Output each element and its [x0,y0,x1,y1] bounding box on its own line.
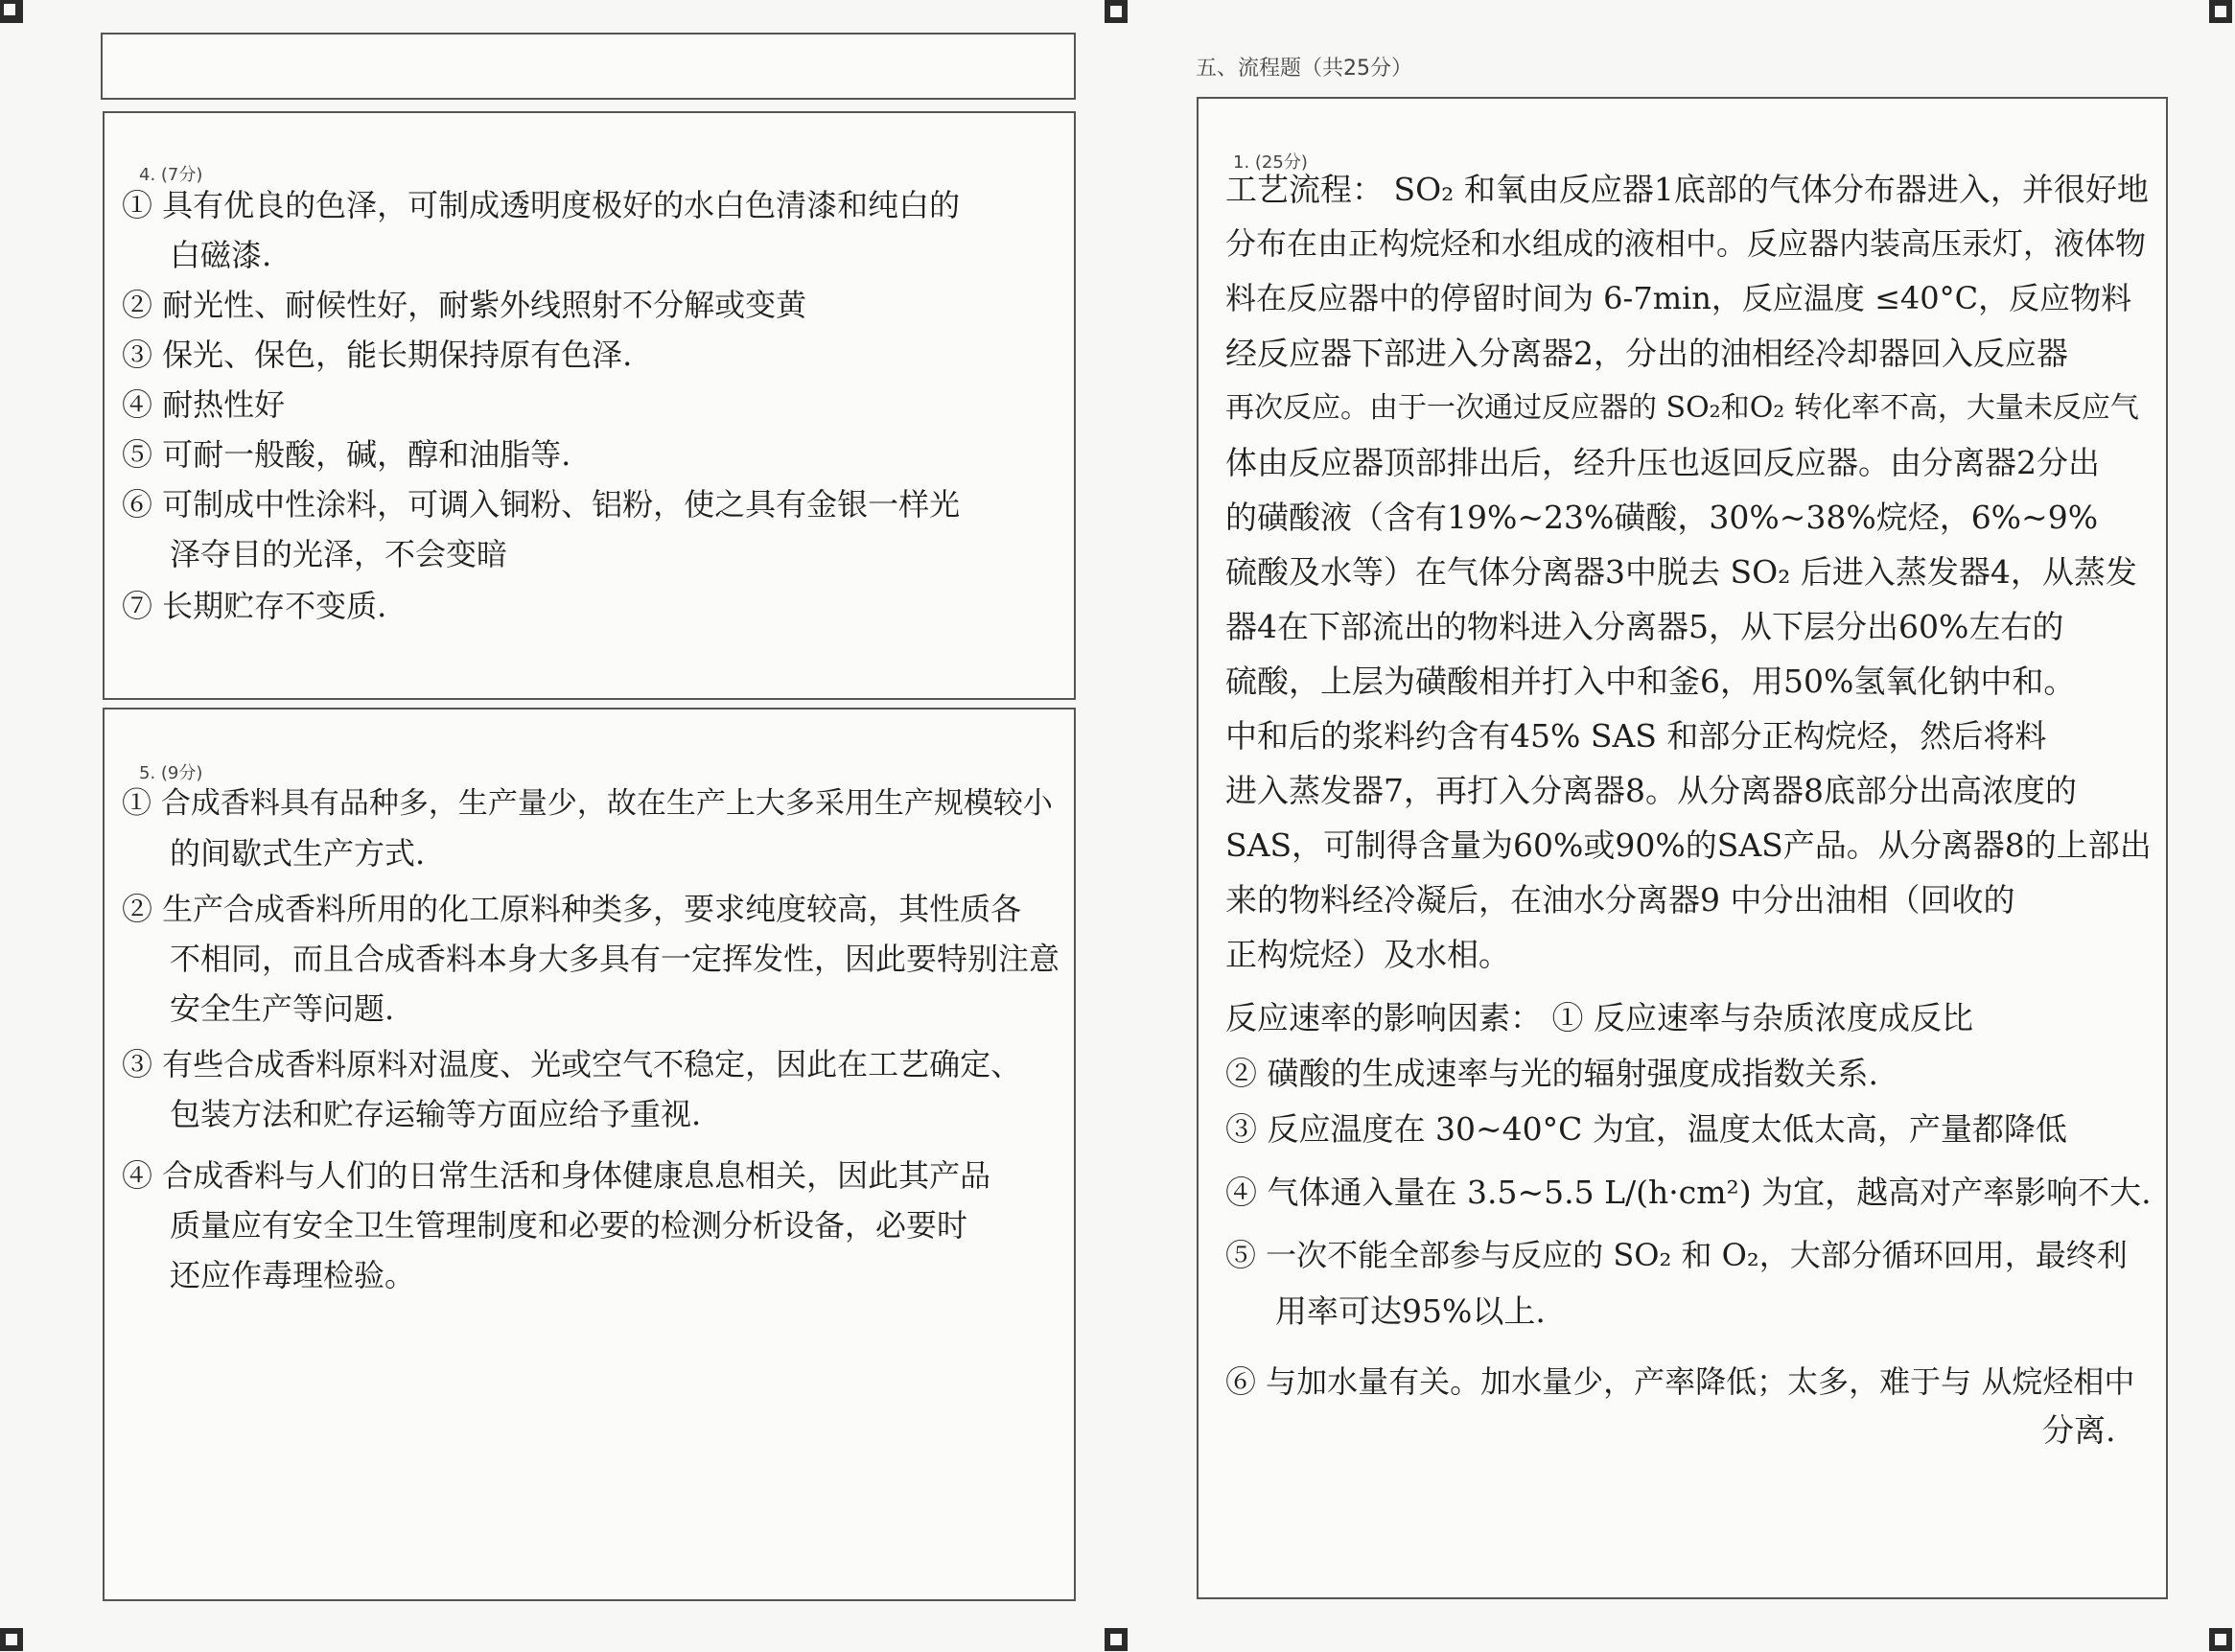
answer-line: ③ 有些合成香料原料对温度、光或空气不稳定，因此在工艺确定、 [122,1046,1022,1082]
process-line: SAS，可制得含量为60%或90%的SAS产品。从分离器8的上部出 [1225,826,2152,864]
factor-line: ③ 反应温度在 30~40°C 为宜，温度太低太高，产量都降低 [1225,1110,2067,1148]
answer-line: ② 耐光性、耐候性好，耐紫外线照射不分解或变黄 [122,287,807,323]
question-label-q5: 5. (9分) [139,763,203,783]
answer-line: 不相同，而且合成香料本身大多具有一定挥发性，因此要特别注意 [170,941,1060,977]
answer-line: ④ 耐热性好 [122,386,286,423]
process-line: 进入蒸发器7，再打入分离器8。从分离器8底部分出高浓度的 [1225,772,2077,809]
corner-marker-bottom-center [1105,1628,1128,1651]
question-label-q4: 4. (7分) [139,165,203,185]
answer-box-q4 [103,111,1076,700]
answer-line: ③ 保光、保色，能长期保持原有色泽. [122,337,633,373]
answer-line: ⑤ 可耐一般酸，碱，醇和油脂等. [122,436,571,473]
corner-marker-bottom-right [2209,1628,2232,1651]
corner-marker-top-right [2209,0,2232,23]
factor-line: ④ 气体通入量在 3.5~5.5 L/(h·cm²) 为宜，越高对产率影响不大. [1225,1174,2152,1211]
answer-line: ② 生产合成香料所用的化工原料种类多，要求纯度较高，其性质各 [122,891,1022,927]
header-blank-box [101,33,1076,100]
factor-line: 反应速率的影响因素： ① 反应速率与杂质浓度成反比 [1225,999,1973,1036]
process-line: 体由反应器顶部排出后，经升压也返回反应器。由分离器2分出 [1225,444,2100,481]
factor-line: 分离. [2042,1411,2116,1449]
process-line: 硫酸及水等）在气体分离器3中脱去 SO₂ 后进入蒸发器4，从蒸发 [1225,553,2137,591]
corner-marker-top-center [1105,0,1128,23]
answer-line: 包装方法和贮存运输等方面应给予重视. [170,1096,702,1132]
factor-line: 用率可达95%以上. [1275,1292,1546,1330]
process-line: 工艺流程： SO₂ 和氧由反应器1底部的气体分布器进入，并很好地 [1225,171,2149,208]
answer-line: ① 具有优良的色泽，可制成透明度极好的水白色清漆和纯白的 [122,187,961,223]
answer-line: 白磁漆. [170,237,272,273]
answer-box-q5 [103,708,1076,1601]
question-label-q1: 1. (25分) [1233,152,1308,173]
process-line: 来的物料经冷凝后，在油水分离器9 中分出油相（回收的 [1225,881,2015,919]
factor-line: ⑤ 一次不能全部参与反应的 SO₂ 和 O₂，大部分循环回用，最终利 [1225,1237,2128,1273]
corner-marker-top-left [0,0,23,23]
process-line: 中和后的浆料约含有45% SAS 和部分正构烷烃，然后将料 [1225,717,2047,755]
process-line: 正构烷烃）及水相。 [1225,936,1510,973]
answer-line: ⑥ 可制成中性涂料，可调入铜粉、铝粉，使之具有金银一样光 [122,486,961,523]
answer-box-q1 [1197,97,2168,1599]
answer-line: 泽夺目的光泽，不会变暗 [170,536,508,572]
answer-line: 还应作毒理检验。 [170,1257,416,1293]
corner-marker-bottom-left [0,1628,23,1651]
process-line: 器4在下部流出的物料进入分离器5，从下层分出60%左右的 [1225,608,2064,645]
factor-line: ⑥ 与加水量有关。加水量少，产率降低；太多，难于与 从烷烃相中 [1225,1363,2135,1400]
process-line: 经反应器下部进入分离器2，分出的油相经冷却器回入反应器 [1225,335,2068,372]
factor-line: ② 磺酸的生成速率与光的辐射强度成指数关系. [1225,1055,1878,1092]
answer-line: 安全生产等问题. [170,990,395,1027]
process-line: 硫酸，上层为磺酸相并打入中和釜6，用50%氢氧化钠中和。 [1225,663,2076,700]
process-line: 料在反应器中的停留时间为 6-7min，反应温度 ≤40°C，反应物料 [1225,280,2132,316]
answer-line: ① 合成香料具有品种多，生产量少，故在生产上大多采用生产规模较小 [122,786,1053,821]
process-line: 的磺酸液（含有19%~23%磺酸，30%~38%烷烃，6%~9% [1225,499,2099,536]
section-title: 五、流程题（共25分） [1196,57,1412,81]
process-line: 再次反应。由于一次通过反应器的 SO₂和O₂ 转化率不高，大量未反应气 [1225,391,2139,425]
answer-line: 的间歇式生产方式. [170,835,426,872]
answer-line: 质量应有安全卫生管理制度和必要的检测分析设备，必要时 [170,1207,968,1244]
process-line: 分布在由正构烷烃和水组成的液相中。反应器内装高压汞灯，液体物 [1225,225,2147,262]
answer-line: ④ 合成香料与人们的日常生活和身体健康息息相关，因此其产品 [122,1157,991,1194]
answer-line: ⑦ 长期贮存不变质. [122,588,387,624]
